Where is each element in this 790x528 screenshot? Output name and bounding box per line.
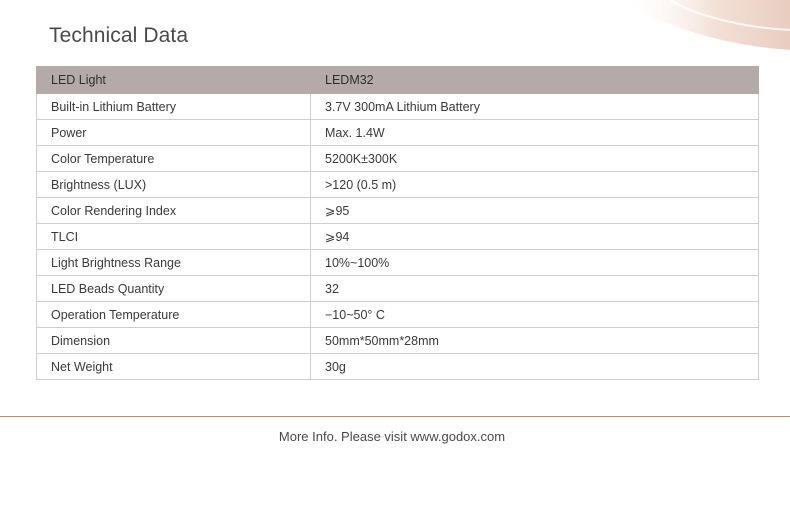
- table-row: [37, 276, 759, 302]
- spec-label-cell: Dimension: [37, 328, 311, 354]
- footer-divider: [0, 416, 790, 417]
- spec-label-cell: Color Temperature: [37, 146, 311, 172]
- decorative-swoosh: [600, 0, 790, 62]
- spec-value-cell: 30g: [311, 354, 759, 380]
- spec-value-cell: 10%~100%: [311, 250, 759, 276]
- spec-label-cell: Color Rendering Index: [37, 198, 311, 224]
- footer-note: More Info. Please visit www.godox.com: [278, 429, 506, 444]
- table-row: [37, 224, 759, 250]
- spec-label-cell: Brightness (LUX): [37, 172, 311, 198]
- spec-table: [36, 66, 759, 380]
- table-row: [37, 146, 759, 172]
- spec-value-cell: ⩾94: [311, 224, 759, 250]
- table-row: [37, 94, 759, 120]
- table-row: [37, 198, 759, 224]
- spec-label-cell: Power: [37, 120, 311, 146]
- spec-value-cell: ⩾95: [311, 198, 759, 224]
- table-header-row: [37, 67, 759, 94]
- table-row: [37, 172, 759, 198]
- spec-label-cell: TLCI: [37, 224, 311, 250]
- table-row: [37, 250, 759, 276]
- spec-value-cell: −10~50° C: [311, 302, 759, 328]
- spec-label-cell: LED Beads Quantity: [37, 276, 311, 302]
- spec-value-cell: 5200K±300K: [311, 146, 759, 172]
- table-row: [37, 302, 759, 328]
- page-title: Technical Data: [49, 24, 189, 47]
- spec-label-cell: Net Weight: [37, 354, 311, 380]
- spec-label-cell: Built-in Lithium Battery: [37, 94, 311, 120]
- header-cell-value: LEDM32: [311, 67, 759, 94]
- spec-value-cell: 32: [311, 276, 759, 302]
- spec-value-cell: 50mm*50mm*28mm: [311, 328, 759, 354]
- table-row: [37, 328, 759, 354]
- spec-value-cell: Max. 1.4W: [311, 120, 759, 146]
- spec-label-cell: Operation Temperature: [37, 302, 311, 328]
- table-row: [37, 120, 759, 146]
- spec-label-cell: Light Brightness Range: [37, 250, 311, 276]
- header-cell-label: LED Light: [37, 67, 311, 94]
- table-row: [37, 354, 759, 380]
- spec-value-cell: >120 (0.5 m): [311, 172, 759, 198]
- spec-value-cell: 3.7V 300mA Lithium Battery: [311, 94, 759, 120]
